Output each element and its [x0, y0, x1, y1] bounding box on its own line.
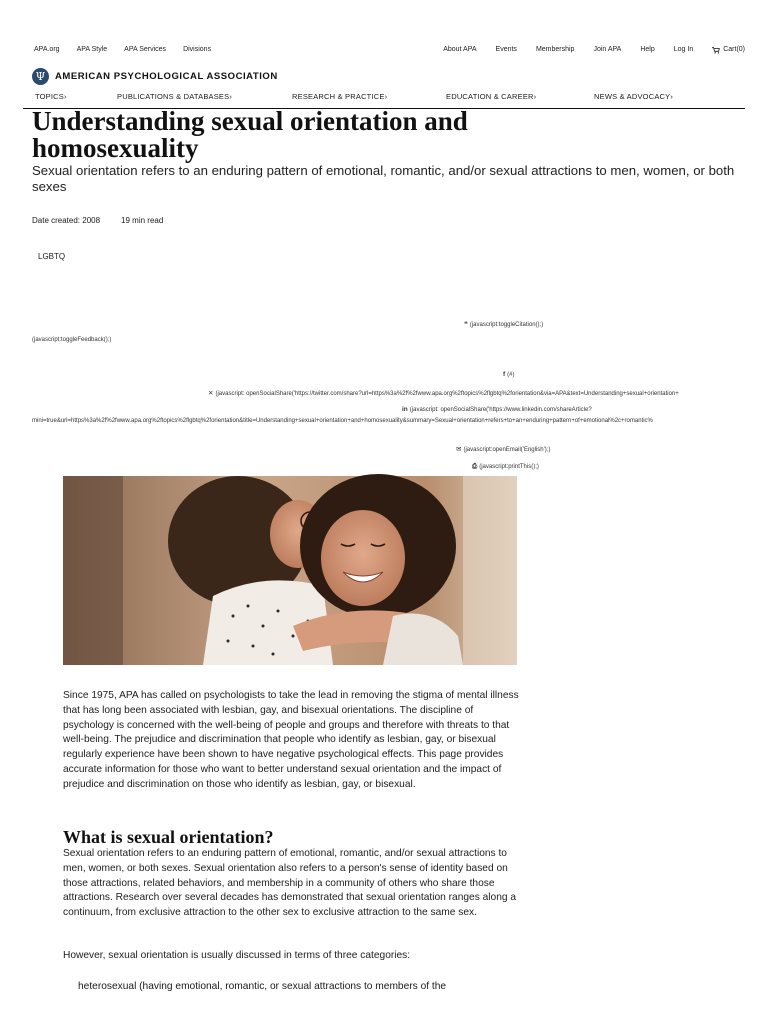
- page-subtitle: Sexual orientation refers to an enduring pattern of emotional, romantic, and/or sexual attractions to men, women, or both sexes: [32, 163, 735, 194]
- facebook-share-link[interactable]: [503, 371, 515, 378]
- nav-education[interactable]: [446, 92, 536, 101]
- email-share-link[interactable]: [456, 445, 550, 453]
- utility-link-divisions[interactable]: Divisions: [183, 46, 212, 53]
- twitter-share-link[interactable]: [208, 389, 745, 397]
- utility-link-help[interactable]: Help: [640, 46, 655, 53]
- nav-news-label: NEWS & ADVOCACY: [594, 92, 671, 101]
- cart-label: Cart(0): [723, 46, 745, 53]
- print-link-text: (javascript:printThis();): [479, 464, 539, 470]
- facebook-link-text: (#): [507, 372, 515, 378]
- main-nav: [34, 92, 754, 104]
- read-time: 19 min read: [121, 216, 164, 225]
- nav-research-label: RESEARCH & PRACTICE: [292, 92, 385, 101]
- linkedin-share-link-continued[interactable]: [32, 418, 745, 424]
- cite-link-text: (javascript:toggleCitation();): [469, 322, 544, 328]
- envelope-icon: ✉: [456, 446, 462, 453]
- nav-topics[interactable]: [35, 92, 67, 101]
- nav-publications-label: PUBLICATIONS & DATABASES: [117, 92, 230, 101]
- printer-icon: ⎙: [472, 463, 478, 470]
- utility-nav-right: [443, 46, 745, 53]
- chevron-right-icon: ›: [384, 92, 388, 101]
- topic-tag[interactable]: LGBTQ: [38, 252, 66, 261]
- utility-link-login[interactable]: Log In: [673, 46, 694, 53]
- nav-education-label: EDUCATION & CAREER: [446, 92, 534, 101]
- nav-publications[interactable]: [117, 92, 232, 101]
- section-paragraph: Sexual orientation refers to an enduring pattern of emotional, romantic, and/or sexual attractions to men, women, or both sexes. Sexual orientation also refers to a person's sense of identity based on those attractions, related behaviors, and membership in a community of others who share those attractions. Research over several decades has demonstrated that sexual orientation ranges along a continuum, from exclusive attraction to the other sex to exclusive attraction to the same sex.: [63, 848, 517, 919]
- article-meta: [32, 216, 163, 225]
- apa-logo[interactable]: [32, 68, 278, 85]
- utility-link-events[interactable]: Events: [495, 46, 517, 53]
- x-twitter-icon: ✕: [208, 390, 214, 397]
- categories-intro: However, sexual orientation is usually discussed in terms of three categories:: [63, 950, 411, 961]
- nav-news[interactable]: [594, 92, 673, 101]
- email-link-text: (javascript:openEmail('English');): [463, 447, 551, 453]
- linkedin-link-text-1: (javascript: openSocialShare('https://www.linkedin.com/shareArticle?: [409, 407, 592, 413]
- hero-photo-two-women-hugging: [63, 476, 517, 665]
- linkedin-icon: in: [402, 406, 408, 413]
- nav-research[interactable]: [292, 92, 387, 101]
- utility-link-apa-org[interactable]: APA.org: [34, 46, 60, 53]
- section-heading: What is sexual orientation?: [63, 827, 274, 847]
- nav-topics-label: TOPICS: [35, 92, 64, 101]
- utility-link-about[interactable]: About APA: [443, 46, 477, 53]
- chevron-right-icon: ›: [64, 92, 67, 101]
- page-title: Understanding sexual orientation and homosexuality: [32, 106, 468, 163]
- facebook-icon: f: [503, 371, 506, 378]
- quote-icon: ❝: [464, 321, 468, 328]
- chevron-right-icon: ›: [533, 92, 537, 101]
- brand-name: AMERICAN PSYCHOLOGICAL ASSOCIATION: [55, 71, 278, 82]
- chevron-right-icon: ›: [229, 92, 233, 101]
- cite-link[interactable]: [464, 320, 543, 328]
- intro-paragraph: Since 1975, APA has called on psychologists to take the lead in removing the stigma of mental illness that has long been associated with lesbian, gay, and bisexual orientations. The discipline of psychology is concerned with the well-being of people and groups and therefore with threats to that well-being. The prejudice and discrimination that people who identify as lesbian, gay, or bisexual regularly experience have been shown to have negative psychological effects. This page provides accurate information for those who want to better understand sexual orientation and the impact of prejudice and discrimination on those who identify as lesbian, gay, or bisexual.: [63, 690, 519, 790]
- psi-logo-icon: Ψ: [32, 68, 49, 85]
- hero-image: [63, 476, 517, 665]
- cart-icon: [712, 47, 720, 53]
- cart-link[interactable]: [712, 46, 745, 53]
- utility-nav-left: [34, 46, 211, 53]
- list-item-text: heterosexual (having emotional, romantic, or sexual attractions to members of the: [78, 981, 447, 992]
- print-link[interactable]: [472, 463, 539, 471]
- date-created: Date created: 2008: [32, 216, 101, 225]
- feedback-link-text: (javascript:toggleFeedback();): [32, 337, 112, 343]
- utility-link-apa-services[interactable]: APA Services: [124, 46, 167, 53]
- utility-link-join[interactable]: Join APA: [593, 46, 622, 53]
- categories-list-item: [78, 980, 518, 992]
- twitter-link-text: (javascript: openSocialShare('https://twitter.com/share?url=https%3a%2f%2fwww.apa.org%2ftopics%2flgbtq%2forientation&via=APA&text=Understanding+sexual+orientation+: [215, 391, 679, 397]
- linkedin-link-text-2: mini=true&url=https%3a%2f%2fwww.apa.org%2ftopics%2flgbtq%2forientation&title=Understanding+sexual+orientation+and+homosexuality&summary=Sexual+orientation+refers+to+an+enduring+pattern+of+emotional%2c+romantic%: [32, 418, 653, 424]
- chevron-right-icon: ›: [670, 92, 674, 101]
- utility-link-membership[interactable]: Membership: [535, 46, 575, 53]
- feedback-link[interactable]: [32, 337, 111, 343]
- utility-link-apa-style[interactable]: APA Style: [76, 46, 108, 53]
- linkedin-share-link[interactable]: [402, 406, 592, 413]
